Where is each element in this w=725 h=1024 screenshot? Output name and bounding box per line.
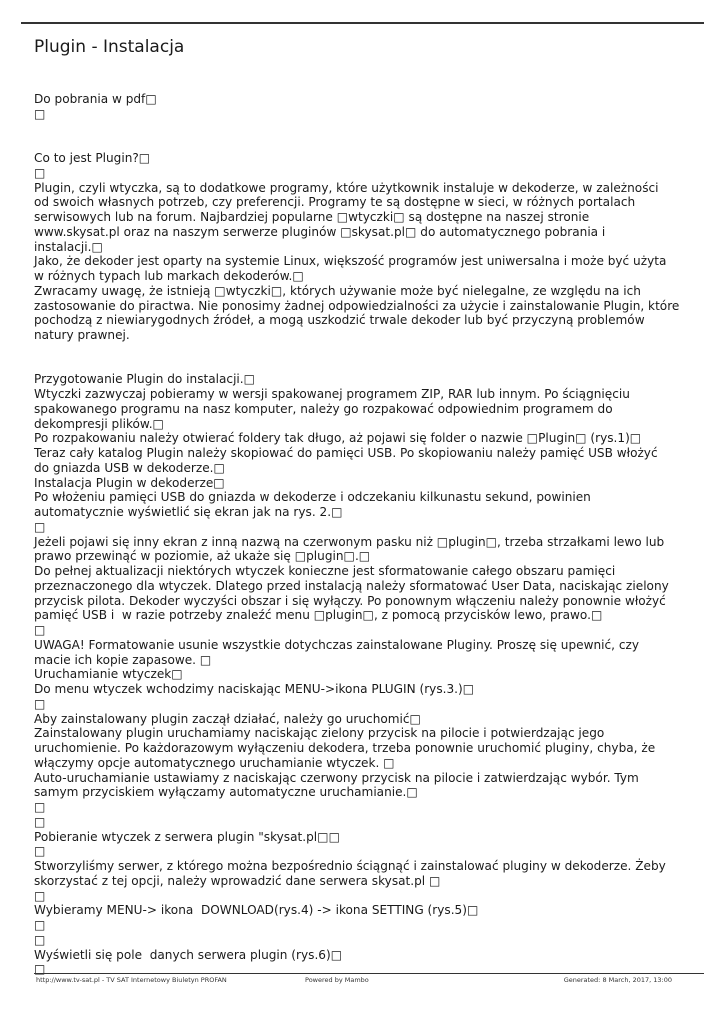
text-line: □ — [34, 844, 46, 859]
text-line: □ — [34, 888, 46, 903]
text-line: pochodzą z niewiarygodnych źródeł, a mogą uszkodzić trwale dekoder lub być przyczyną problemów — [34, 313, 645, 328]
text-line: Jako, że dekoder jest oparty na systemie Linux, większość programów jest uniwersalna i może być użyta — [34, 254, 667, 269]
text-line: Pobieranie wtyczek z serwera plugin "skysat.pl□□ — [34, 829, 340, 844]
text-line: Do pełnej aktualizacji niektórych wtyczek konieczne jest sformatowanie całego obszaru pamięci — [34, 564, 616, 578]
text-line: Jeżeli pojawi się inny ekran z inną nazwą na czerwonym pasku niż □plugin□, trzeba strzałkami lewo lub — [34, 534, 665, 549]
text-line: Aby zainstalowany plugin zaczął działać, należy go uruchomić□ — [34, 711, 421, 726]
text-line: serwisowych lub na forum. Najbardziej popularne □wtyczki□ są dostępne na naszej stronie — [34, 210, 590, 224]
footer-powered: Powered by Mambo — [305, 976, 369, 984]
blank-line — [34, 122, 706, 137]
footer-generated: Generated: 8 March, 2017, 13:00 — [563, 976, 672, 984]
text-line: Instalacja Plugin w dekoderze□ — [34, 475, 225, 490]
text-line: Zwracamy uwagę, że istnieją □wtyczki□, których używanie może być nielegalne, ze względu na ich — [34, 283, 641, 298]
text-line: przycisk pilota. Dekoder wyczyści obszar i się wyłączy. Po ponownym włączeniu należy ponownie włożyć — [34, 593, 666, 608]
blank-line — [34, 136, 706, 151]
text-line: Wybieramy MENU-> ikona DOWNLOAD(rys.4) -> ikona SETTING (rys.5)□ — [34, 903, 479, 918]
text-line: samym przyciskiem wyłączamy automatyczne uruchamianie.□ — [34, 785, 418, 800]
text-line: Do menu wtyczek wchodzimy naciskając MENU->ikona PLUGIN (rys.3.)□ — [34, 682, 475, 696]
text-line: od swoich własnych potrzeb, czy preferencji. Programy te są dostępne w sieci, w różnych portalach — [34, 195, 636, 210]
footer-site: http://www.tv-sat.pl - TV SAT Internetowy Biuletyn PROFAN — [36, 976, 227, 984]
text-line: zastosowanie do piractwa. Nie ponosimy żadnej odpowiedzialności za użycie i zainstalowanie Plugin, które — [34, 298, 680, 313]
text-line: uruchomienie. Po każdorazowym wyłączeniu dekodera, trzeba ponownie uruchomić pluginy, chyba, że — [34, 741, 656, 755]
text-line: pamięć USB i w razie potrzeby znaleźć menu □plugin□, z pomocą przycisków lewo, prawo.□ — [34, 608, 603, 623]
text-line: Stworzyliśmy serwer, z którego można bezpośrednio ściągnąć i zainstalować pluginy w dekoderze. Żeby — [34, 859, 666, 873]
article-body — [34, 92, 706, 977]
text-line: prawo przewinąć w poziomie, aż ukaże się □plugin□.□ — [34, 549, 371, 564]
text-line: □ — [34, 800, 46, 814]
text-line: □ — [34, 814, 46, 829]
text-line: Po włożeniu pamięci USB do gniazda w dekoderze i odczekaniu kilkunastu sekund, powinien — [34, 490, 591, 505]
text-line: natury prawnej. — [34, 328, 130, 342]
text-line: dekompresji plików.□ — [34, 416, 164, 431]
text-line: Po rozpakowaniu należy otwierać foldery tak długo, aż pojawi się folder o nazwie □Plugin□ (rys.1)□ — [34, 431, 642, 446]
text-line: www.skysat.pl oraz na naszym serwerze pluginów □skysat.pl□ do automatycznego pobrania i — [34, 224, 606, 239]
text-line: Uruchamianie wtyczek□ — [34, 667, 183, 682]
text-line: włączymy opcje automatycznego uruchamianie wtyczek. □ — [34, 755, 395, 770]
text-line: □ — [34, 519, 46, 534]
text-line: Do pobrania w pdf□ — [34, 92, 157, 106]
text-line: Co to jest Plugin?□ — [34, 151, 151, 165]
text-line: □ — [34, 696, 46, 711]
text-line: do gniazda USB w dekoderze.□ — [34, 460, 225, 475]
text-line: przeznaczonego dla wtyczek. Dlatego przed instalacją należy sformatować User Data, naciskając zielony — [34, 578, 669, 593]
text-line: instalacji.□ — [34, 239, 103, 254]
text-line: automatycznie wyświetlić się ekran jak na rys. 2.□ — [34, 505, 343, 519]
text-line: □ — [34, 623, 46, 637]
text-line: UWAGA! Formatowanie usunie wszystkie dotychczas zainstalowane Pluginy. Proszę się upewnić, czy — [34, 637, 639, 652]
text-line: □ — [34, 918, 46, 932]
header-rule — [21, 22, 704, 24]
text-line: Wtyczki zazwyczaj pobieramy w wersji spakowanej programem ZIP, RAR lub innym. Po ściągnięciu — [34, 387, 630, 401]
text-line: Wyświetli się pole danych serwera plugin (rys.6)□ — [34, 947, 343, 962]
page-title: Plugin - Instalacja — [34, 37, 185, 57]
text-line: □ — [34, 165, 46, 180]
text-line: Zainstalowany plugin uruchamiamy naciskając zielony przycisk na pilocie i potwierdzając jego — [34, 726, 605, 741]
text-line: skorzystać z tej opcji, należy wprowadzić dane serwera skysat.pl □ — [34, 873, 441, 888]
text-line: Przygotowanie Plugin do instalacji.□ — [34, 372, 256, 387]
text-line: w różnych typach lub markach dekoderów.□ — [34, 269, 304, 283]
text-line: □ — [34, 962, 46, 977]
footer-rule — [34, 973, 704, 974]
text-line: □ — [34, 932, 46, 947]
text-line: macie ich kopie zapasowe. □ — [34, 652, 212, 667]
blank-line — [34, 343, 706, 358]
blank-line — [34, 358, 706, 373]
text-line: Auto-uruchamianie ustawiamy z naciskając czerwony przycisk na pilocie i zatwierdzając wybór. Tym — [34, 770, 639, 785]
text-line: Teraz cały katalog Plugin należy skopiować do pamięci USB. Po skopiowaniu należy pamięć USB włożyć — [34, 446, 658, 460]
text-line: □ — [34, 106, 46, 121]
text-line: spakowanego programu na nasz komputer, należy go rozpakować odpowiednim programem do — [34, 401, 613, 416]
text-line: Plugin, czyli wtyczka, są to dodatkowe programy, które użytkownik instaluje w dekoderze, w zależności — [34, 180, 659, 195]
